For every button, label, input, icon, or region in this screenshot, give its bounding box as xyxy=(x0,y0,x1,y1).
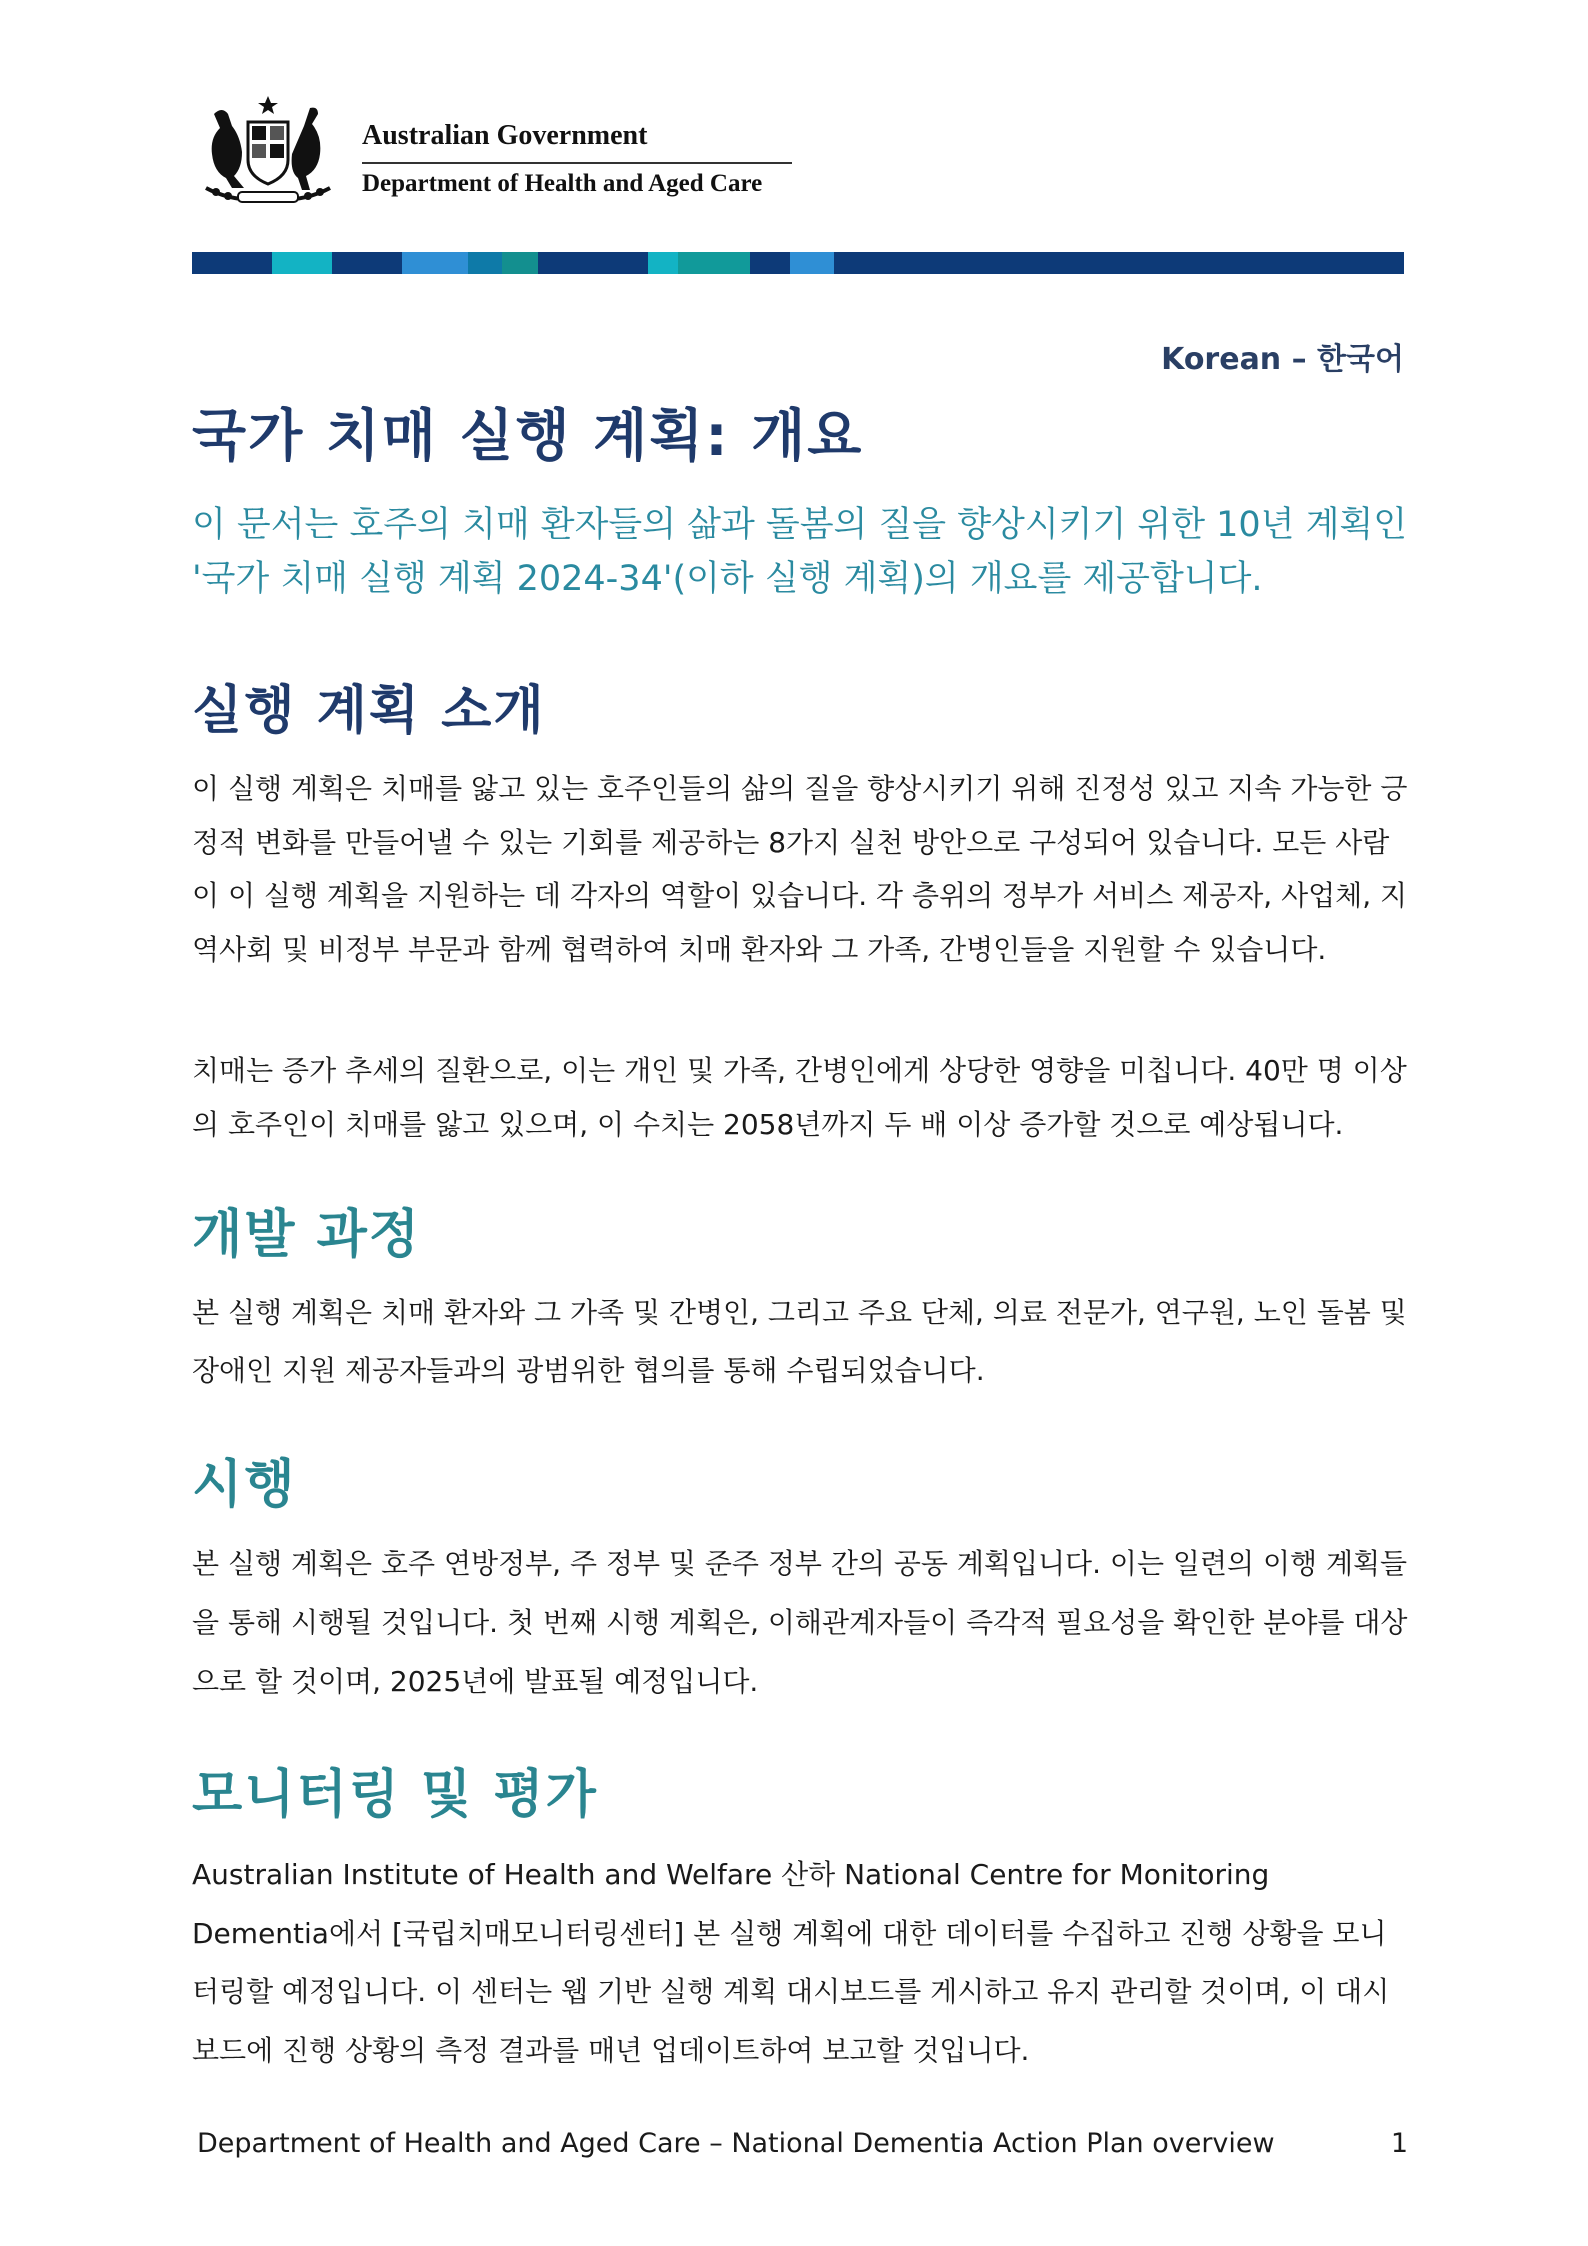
development-paragraph: 본 실행 계획은 치매 환자와 그 가족 및 간병인, 그리고 주요 단체, 의료 전문가, 연구원, 노인 돌봄 및 장애인 지원 제공자들과의 광범위한 협의를 통해 수립되었습니다. xyxy=(192,1296,1407,1387)
coat-of-arms-icon xyxy=(192,92,344,208)
section-heading-monitoring: 모니터링 및 평가 xyxy=(192,1765,598,1825)
government-logo xyxy=(192,92,812,212)
logo-divider xyxy=(362,162,792,164)
page-number: 1 xyxy=(1390,2128,1408,2159)
page-subtitle: 이 문서는 호주의 치매 환자들의 삶과 돌봄의 질을 향상시키기 위한 10년 계획인 '국가 치매 실행 계획 2024-34'(이하 실행 계획)의 개요를 제공합니다. xyxy=(192,505,1408,599)
intro-paragraph-1: 이 실행 계획은 치매를 앓고 있는 호주인들의 삶의 질을 향상시키기 위해 진정성 있고 지속 가능한 긍정적 변화를 만들어낼 수 있는 기회를 제공하는 8가지 실천 방안으로 구성되어 있습니다. 모든 사람이 이 실행 계획을 지원하는 데 각자의 역할이 있습니다. 각 층위의 정부가 서비스 제공자, 사업체, 지역사회 및 비정부 부문과 함께 협력하여 치매 환자와 그 가족, 간병인들을 지원할 수 있습니다. xyxy=(192,772,1408,966)
section-heading-intro: 실행 계획 소개 xyxy=(192,681,546,741)
department-name: Department of Health and Aged Care xyxy=(362,170,763,197)
monitoring-paragraph: Australian Institute of Health and Welfare 산하 National Centre for Monitoring Dementia에서 [국립치매모니터링센터] 본 실행 계획에 대한 데이터를 수집하고 진행 상황을 모니터링할 예정입니다. 이 센터는 웹 기반 실행 계획 대시보드를 게시하고 유지 관리할 것이며, 이 대시보드에 진행 상황의 측정 결과를 매년 업데이트하여 보고할 것입니다. xyxy=(192,1858,1390,2067)
section-heading-implementation: 시행 xyxy=(192,1455,297,1515)
language-tag: Korean – 한국어 xyxy=(1161,342,1404,377)
footer-text: Department of Health and Aged Care – National Dementia Action Plan overview xyxy=(197,2128,1275,2159)
page-title: 국가 치매 실행 계획: 개요 xyxy=(192,404,864,469)
intro-paragraph-2: 치매는 증가 추세의 질환으로, 이는 개인 및 가족, 간병인에게 상당한 영향을 미칩니다. 40만 명 이상의 호주인이 치매를 앓고 있으며, 이 수치는 2058년까지 두 배 이상 증가할 것으로 예상됩니다. xyxy=(192,1054,1407,1141)
government-name: Australian Government xyxy=(362,120,648,151)
implementation-paragraph: 본 실행 계획은 호주 연방정부, 주 정부 및 준주 정부 간의 공동 계획입니다. 이는 일련의 이행 계획들을 통해 시행될 것입니다. 첫 번째 시행 계획은, 이해관계자들이 즉각적 필요성을 확인한 분야를 대상으로 할 것이며, 2025년에 발표될 예정입니다. xyxy=(192,1547,1408,1698)
section-heading-development: 개발 과정 xyxy=(192,1205,422,1265)
color-stripe xyxy=(192,252,1404,274)
